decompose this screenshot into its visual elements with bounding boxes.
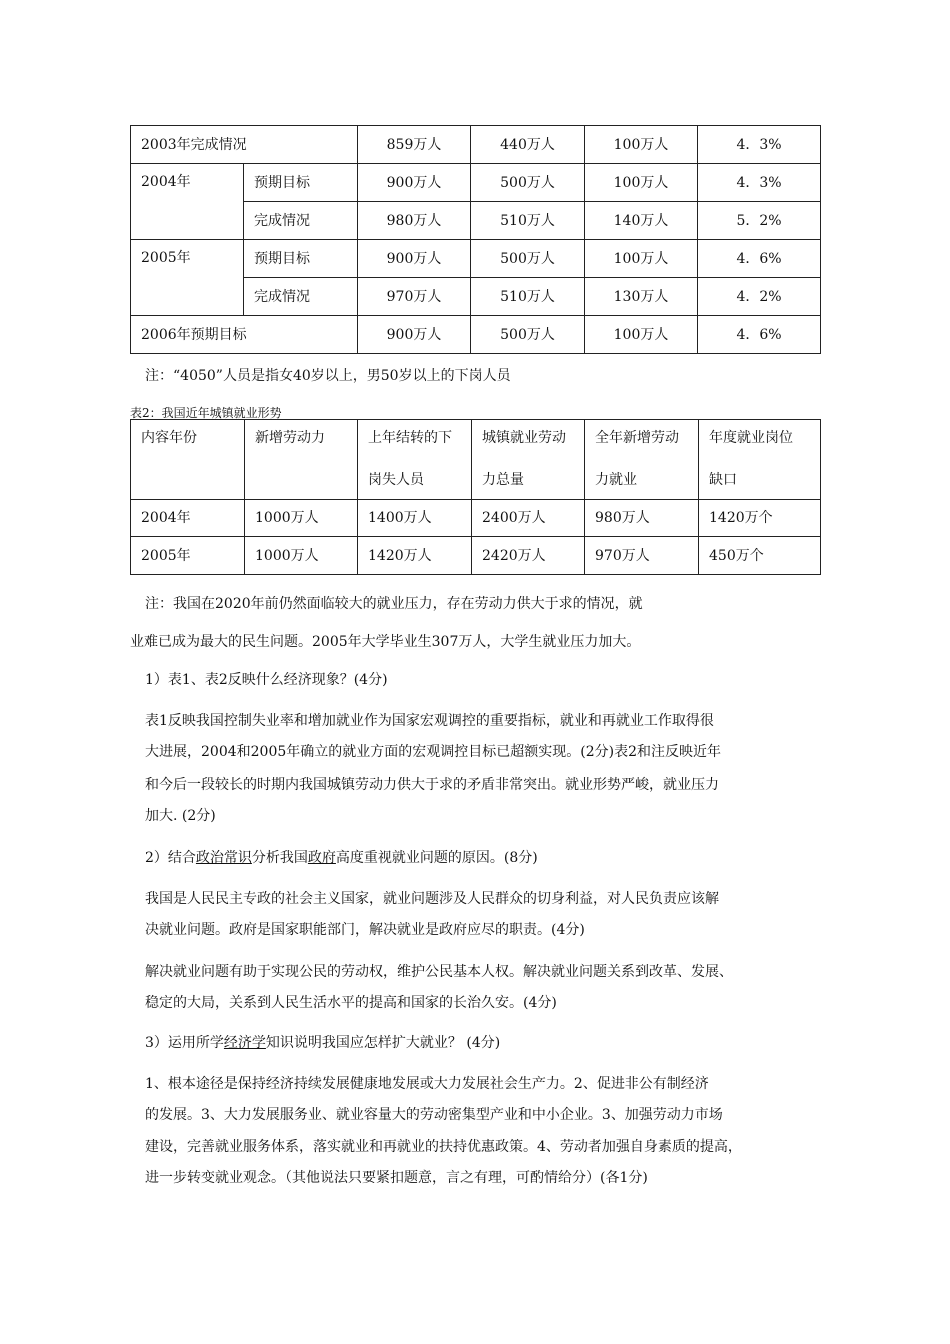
- table-cell: 1420万个: [699, 500, 821, 537]
- column-header: 全年新增劳动 力就业: [585, 420, 699, 500]
- answer-line: 的发展。3、大力发展服务业、就业容量大的劳动密集型产业和中小企业。3、加强劳动力市场: [145, 1107, 723, 1123]
- column-header: 新增劳动力: [245, 420, 358, 500]
- answer-line: 决就业问题。政府是国家职能部门，解决就业是政府应尽的职责。(4分): [145, 922, 585, 938]
- table-cell: 900万人: [358, 316, 471, 354]
- question-1: 1）表1、表2反映什么经济现象？(4分): [145, 672, 388, 688]
- table-cell: 4．6%: [698, 240, 821, 278]
- answer-line: 表1反映我国控制失业率和增加就业作为国家宏观调控的重要指标，就业和再就业工作取得很: [145, 713, 714, 729]
- table-cell: 1000万人: [245, 537, 358, 575]
- table2-caption: 表2：我国近年城镇就业形势: [130, 406, 282, 420]
- employment-targets-table: [130, 125, 821, 354]
- table-cell: 4．2%: [698, 278, 821, 316]
- table-cell: 2004年: [131, 500, 245, 537]
- table-row: [131, 537, 821, 575]
- table-cell: 859万人: [358, 126, 471, 164]
- table-cell: 2400万人: [472, 500, 585, 537]
- table-cell: 2420万人: [472, 537, 585, 575]
- column-header: 上年结转的下 岗失人员: [358, 420, 472, 500]
- answer-line: 和今后一段较长的时期内我国城镇劳动力供大于求的矛盾非常突出。就业形势严峻，就业压力: [145, 777, 719, 793]
- question-3: 3）运用所学经济学知识说明我国应怎样扩大就业？ (4分): [145, 1035, 501, 1051]
- table-row: [131, 316, 821, 354]
- answer-line: 解决就业问题有助于实现公民的劳动权，维护公民基本人权。解决就业问题关系到改革、发展、: [145, 964, 733, 980]
- question-2: 2）结合政治常识分析我国政府高度重视就业问题的原因。(8分): [145, 850, 538, 866]
- column-header: 年度就业岗位 缺口: [699, 420, 821, 500]
- answer-line: 进一步转变就业观念。（其他说法只要紧扣题意，言之有理，可酌情给分）(各1分): [145, 1170, 648, 1186]
- table2-note-line: 业难已成为最大的民生问题。2005年大学毕业生307万人，大学生就业压力加大。: [130, 634, 641, 650]
- row-sublabel: 完成情况: [244, 202, 358, 240]
- table-cell: 970万人: [358, 278, 471, 316]
- row-sublabel: 预期目标: [244, 164, 358, 202]
- economics-link[interactable]: 经济学: [223, 1035, 266, 1051]
- row-label: 2003年完成情况: [131, 126, 358, 164]
- table-cell: 2005年: [131, 537, 245, 575]
- answer-line: 稳定的大局，关系到人民生活水平的提高和国家的长治久安。(4分): [145, 995, 557, 1011]
- table-cell: 100万人: [585, 316, 698, 354]
- table-cell: 4．3%: [698, 164, 821, 202]
- table-cell: 510万人: [471, 202, 585, 240]
- column-header: 城镇就业劳动 力总量: [472, 420, 585, 500]
- table-cell: 100万人: [585, 240, 698, 278]
- table-cell: 500万人: [471, 164, 585, 202]
- table1-note: 注：“4050”人员是指女40岁以上，男50岁以上的下岗人员: [145, 368, 511, 384]
- answer-line: 我国是人民民主专政的社会主义国家，就业问题涉及人民群众的切身利益，对人民负责应该解: [145, 891, 719, 907]
- table-cell: 130万人: [585, 278, 698, 316]
- table-cell: 980万人: [585, 500, 699, 537]
- table-cell: 500万人: [471, 240, 585, 278]
- politics-link[interactable]: 政治常识: [195, 850, 252, 866]
- answer-line: 1、根本途径是保持经济持续发展健康地发展或大力发展社会生产力。2、促进非公有制经济: [145, 1076, 709, 1092]
- table-cell: 1420万人: [358, 537, 472, 575]
- row-year: 2004年: [131, 164, 244, 240]
- table-cell: 4．6%: [698, 316, 821, 354]
- row-label: 2006年预期目标: [131, 316, 358, 354]
- table-cell: 1000万人: [245, 500, 358, 537]
- table-cell: 510万人: [471, 278, 585, 316]
- table-cell: 980万人: [358, 202, 471, 240]
- table-cell: 900万人: [358, 240, 471, 278]
- urban-employment-table: [130, 419, 821, 575]
- row-sublabel: 预期目标: [244, 240, 358, 278]
- row-sublabel: 完成情况: [244, 278, 358, 316]
- table2-note-line: 注：我国在2020年前仍然面临较大的就业压力，存在劳动力供大于求的情况，就: [145, 596, 643, 612]
- table-cell: 4．3%: [698, 126, 821, 164]
- table-cell: 100万人: [585, 126, 698, 164]
- table-cell: 140万人: [585, 202, 698, 240]
- table-cell: 450万个: [699, 537, 821, 575]
- answer-line: 建设，完善就业服务体系，落实就业和再就业的扶持优惠政策。4、劳动者加强自身素质的提高，: [145, 1139, 742, 1155]
- government-link[interactable]: 政府: [307, 850, 336, 866]
- table-row: [131, 126, 821, 164]
- table-row: [131, 500, 821, 537]
- table-row: [131, 240, 821, 278]
- table-cell: 500万人: [471, 316, 585, 354]
- table-cell: 100万人: [585, 164, 698, 202]
- answer-line: 加大. (2分): [145, 808, 216, 824]
- row-year: 2005年: [131, 240, 244, 316]
- table-cell: 5．2%: [698, 202, 821, 240]
- table-cell: 440万人: [471, 126, 585, 164]
- answer-line: 大进展，2004和2005年确立的就业方面的宏观调控目标已超额实现。(2分)表2和注反映近年: [145, 744, 721, 760]
- column-header: 内容年份: [131, 420, 245, 500]
- table-cell: 1400万人: [358, 500, 472, 537]
- table-header-row: [131, 420, 821, 500]
- table-cell: 900万人: [358, 164, 471, 202]
- table-cell: 970万人: [585, 537, 699, 575]
- table-row: [131, 164, 821, 202]
